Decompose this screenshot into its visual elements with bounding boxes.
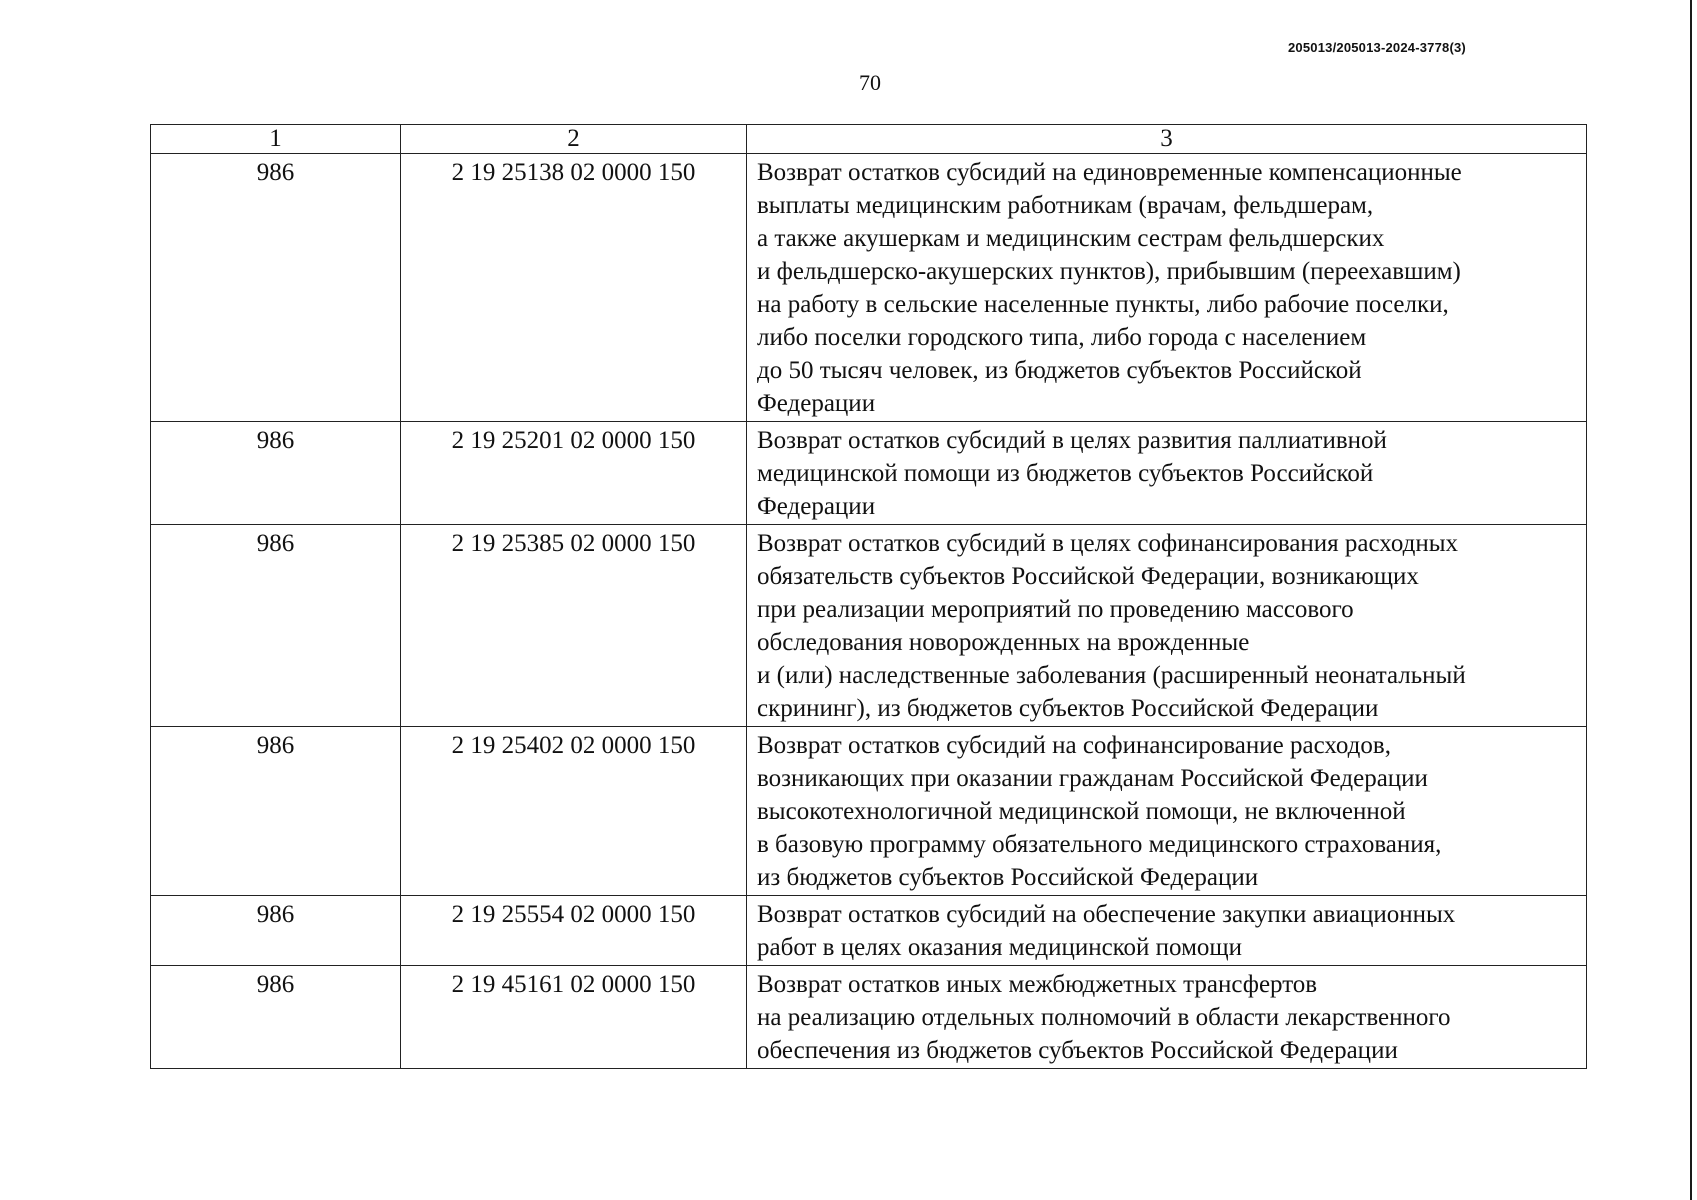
description-line: и (или) наследственные заболевания (расширенный неонатальный [757, 662, 1466, 689]
page-number: 70 [859, 70, 881, 95]
description-line: Возврат остатков субсидий на обеспечение закупки авиационных [757, 901, 1456, 928]
table-row [151, 525, 1587, 727]
description-cell [747, 966, 1587, 1069]
description-line: из бюджетов субъектов Российской Федерации [757, 864, 1259, 891]
description-line: Федерации [757, 493, 876, 520]
header-cell-3: 3 [747, 125, 1587, 154]
description-line: а также акушеркам и медицинским сестрам фельдшерских [757, 225, 1385, 252]
description-cell [747, 896, 1587, 966]
budget-classification-code-cell: 2 19 25138 02 0000 150 [401, 154, 747, 422]
description-cell [747, 154, 1587, 422]
admin-code-cell: 986 [151, 422, 401, 525]
table-row [151, 896, 1587, 966]
budget-codes-table-container [150, 124, 1587, 1069]
budget-classification-code-cell: 2 19 25554 02 0000 150 [401, 896, 747, 966]
budget-classification-code-cell: 2 19 25402 02 0000 150 [401, 727, 747, 896]
admin-code-cell: 986 [151, 896, 401, 966]
description-line: на работу в сельские населенные пункты, либо рабочие поселки, [757, 291, 1449, 318]
scan-edge-line [1690, 0, 1692, 1200]
description-line: возникающих при оказании гражданам Российской Федерации [757, 765, 1428, 792]
table-row [151, 422, 1587, 525]
table-row [151, 727, 1587, 896]
description-line: при реализации мероприятий по проведению массового [757, 596, 1354, 623]
budget-classification-code-cell: 2 19 25385 02 0000 150 [401, 525, 747, 727]
description-line: либо поселки городского типа, либо города с населением [757, 324, 1367, 351]
description-line: скрининг), из бюджетов субъектов Российской Федерации [757, 695, 1379, 722]
table-row [151, 966, 1587, 1069]
description-cell [747, 525, 1587, 727]
table-row [151, 154, 1587, 422]
description-line: медицинской помощи из бюджетов субъектов Российской [757, 460, 1374, 487]
description-line: работ в целях оказания медицинской помощи [757, 934, 1243, 961]
description-line: Федерации [757, 390, 876, 417]
header-cell-2: 2 [401, 125, 747, 154]
description-line: обязательств субъектов Российской Федерации, возникающих [757, 563, 1419, 590]
description-line: Возврат остатков субсидий в целях развития паллиативной [757, 427, 1387, 454]
budget-codes-table [150, 124, 1587, 1069]
description-cell [747, 727, 1587, 896]
admin-code-cell: 986 [151, 727, 401, 896]
admin-code-cell: 986 [151, 154, 401, 422]
description-line: Возврат остатков субсидий на единовременные компенсационные [757, 159, 1462, 186]
description-line: выплаты медицинским работникам (врачам, фельдшерам, [757, 192, 1374, 219]
budget-classification-code-cell: 2 19 25201 02 0000 150 [401, 422, 747, 525]
document-id: 205013/205013-2024-3778(3) [1288, 40, 1466, 55]
table-body [151, 125, 1587, 1069]
description-line: и фельдшерско-акушерских пунктов), прибывшим (переехавшим) [757, 258, 1461, 285]
description-cell [747, 422, 1587, 525]
admin-code-cell: 986 [151, 966, 401, 1069]
description-line: обследования новорожденных на врожденные [757, 629, 1250, 656]
description-line: высокотехнологичной медицинской помощи, не включенной [757, 798, 1406, 825]
admin-code-cell: 986 [151, 525, 401, 727]
budget-classification-code-cell: 2 19 45161 02 0000 150 [401, 966, 747, 1069]
description-line: обеспечения из бюджетов субъектов Российской Федерации [757, 1037, 1398, 1064]
table-header-row [151, 125, 1587, 154]
description-line: Возврат остатков субсидий в целях софинансирования расходных [757, 530, 1459, 557]
description-line: на реализацию отдельных полномочий в области лекарственного [757, 1004, 1451, 1031]
description-line: Возврат остатков иных межбюджетных трансфертов [757, 971, 1318, 998]
description-line: в базовую программу обязательного медицинского страхования, [757, 831, 1442, 858]
description-line: Возврат остатков субсидий на софинансирование расходов, [757, 732, 1391, 759]
header-cell-1: 1 [151, 125, 401, 154]
description-line: до 50 тысяч человек, из бюджетов субъектов Российской [757, 357, 1362, 384]
